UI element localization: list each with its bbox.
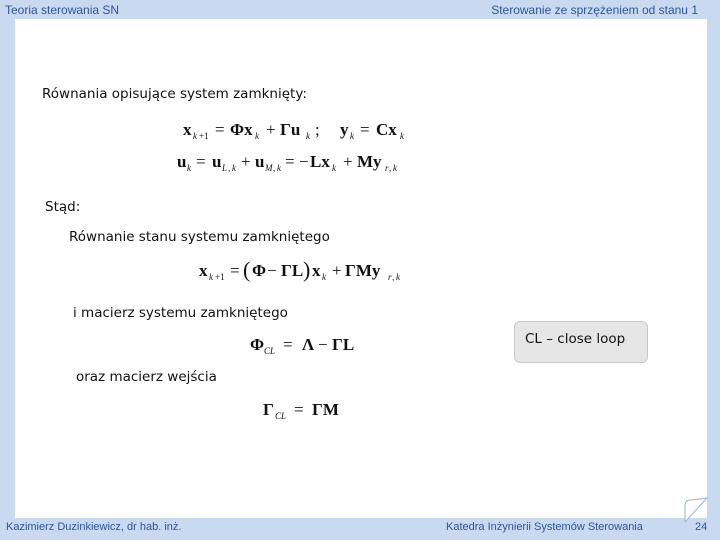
svg-text:k: k xyxy=(322,272,326,282)
svg-text:k: k xyxy=(396,272,400,282)
state-equation-label: Równanie stanu systemu zamkniętego xyxy=(69,229,330,245)
svg-text:Lx: Lx xyxy=(310,152,330,171)
svg-text:x: x xyxy=(183,120,192,139)
svg-text:−: − xyxy=(318,335,328,354)
header-right-title: Sterowanie ze sprzężeniem od stanu 1 xyxy=(491,3,698,17)
svg-text:=: = xyxy=(230,261,240,280)
svg-text:My: My xyxy=(357,152,382,171)
svg-text:ΓM: ΓM xyxy=(312,400,339,419)
footer-department: Katedra Inżynierii Systemów Sterowania xyxy=(446,521,643,533)
svg-text:k: k xyxy=(277,163,281,173)
svg-text:Γu: Γu xyxy=(280,120,301,139)
svg-text:L: L xyxy=(222,163,228,173)
svg-text:y: y xyxy=(340,120,349,139)
svg-text:k: k xyxy=(209,272,213,282)
svg-text:Φx: Φx xyxy=(230,120,253,139)
svg-text:=: = xyxy=(196,152,206,171)
closed-loop-matrix-equation xyxy=(250,333,365,359)
hence-text: Stąd: xyxy=(45,199,81,215)
svg-text:r: r xyxy=(388,272,392,282)
svg-text:k: k xyxy=(232,163,236,173)
svg-text:k: k xyxy=(400,131,404,141)
svg-text:CL: CL xyxy=(275,411,287,421)
svg-text:): ) xyxy=(303,257,311,282)
closed-loop-state-equation xyxy=(199,258,414,286)
svg-text:,: , xyxy=(228,163,231,173)
svg-text:k: k xyxy=(350,131,354,141)
svg-text:ΓL: ΓL xyxy=(332,335,355,354)
svg-text:Φ: Φ xyxy=(250,335,265,354)
svg-text:,: , xyxy=(389,163,392,173)
svg-text:−: − xyxy=(299,152,309,171)
svg-text:u: u xyxy=(255,152,265,171)
svg-text:+1: +1 xyxy=(199,131,209,141)
svg-text:r: r xyxy=(385,163,389,173)
svg-text:k: k xyxy=(306,131,310,141)
svg-text:k: k xyxy=(187,163,191,173)
svg-text:=: = xyxy=(215,120,225,139)
svg-text:,: , xyxy=(392,272,395,282)
svg-text:Cx: Cx xyxy=(376,120,397,139)
footer-author: Kazimierz Duzinkiewicz, dr hab. inż. xyxy=(6,521,182,533)
svg-text:+: + xyxy=(241,152,251,171)
svg-text:k: k xyxy=(255,131,259,141)
input-matrix-equation xyxy=(263,398,348,424)
svg-text:+: + xyxy=(266,120,276,139)
svg-text:=: = xyxy=(285,152,295,171)
svg-text:=: = xyxy=(294,400,304,419)
svg-text:x: x xyxy=(312,261,321,280)
svg-text:k: k xyxy=(393,163,397,173)
svg-text:Γ: Γ xyxy=(263,400,274,419)
system-matrix-label: i macierz systemu zamkniętego xyxy=(73,305,288,321)
svg-text:ΓMy: ΓMy xyxy=(345,261,381,280)
svg-text:Λ: Λ xyxy=(302,335,315,354)
svg-text:ΓL: ΓL xyxy=(281,261,304,280)
svg-text:u: u xyxy=(177,152,187,171)
svg-text:x: x xyxy=(199,261,208,280)
svg-text:Φ: Φ xyxy=(252,261,267,280)
svg-text:k: k xyxy=(332,163,336,173)
state-equation xyxy=(183,118,413,144)
svg-text:−: − xyxy=(267,261,277,280)
control-equation xyxy=(177,150,422,176)
page-curl-icon xyxy=(683,496,709,522)
svg-text:CL: CL xyxy=(264,346,276,356)
svg-text:;: ; xyxy=(315,120,320,139)
svg-text:+: + xyxy=(343,152,353,171)
header-left-title: Teoria sterowania SN xyxy=(5,3,120,17)
svg-text:(: ( xyxy=(243,257,251,282)
svg-text:,: , xyxy=(273,163,276,173)
svg-text:=: = xyxy=(360,120,370,139)
intro-text: Równania opisujące system zamknięty: xyxy=(42,86,307,102)
svg-text:u: u xyxy=(212,152,222,171)
page-number: 24 xyxy=(695,521,708,533)
svg-text:+1: +1 xyxy=(215,272,225,282)
svg-text:+: + xyxy=(332,261,342,280)
svg-text:k: k xyxy=(193,131,197,141)
svg-text:=: = xyxy=(283,335,293,354)
svg-text:M: M xyxy=(265,163,273,173)
close-loop-callout: CL – close loop xyxy=(514,321,648,363)
input-matrix-label: oraz macierz wejścia xyxy=(76,369,217,385)
